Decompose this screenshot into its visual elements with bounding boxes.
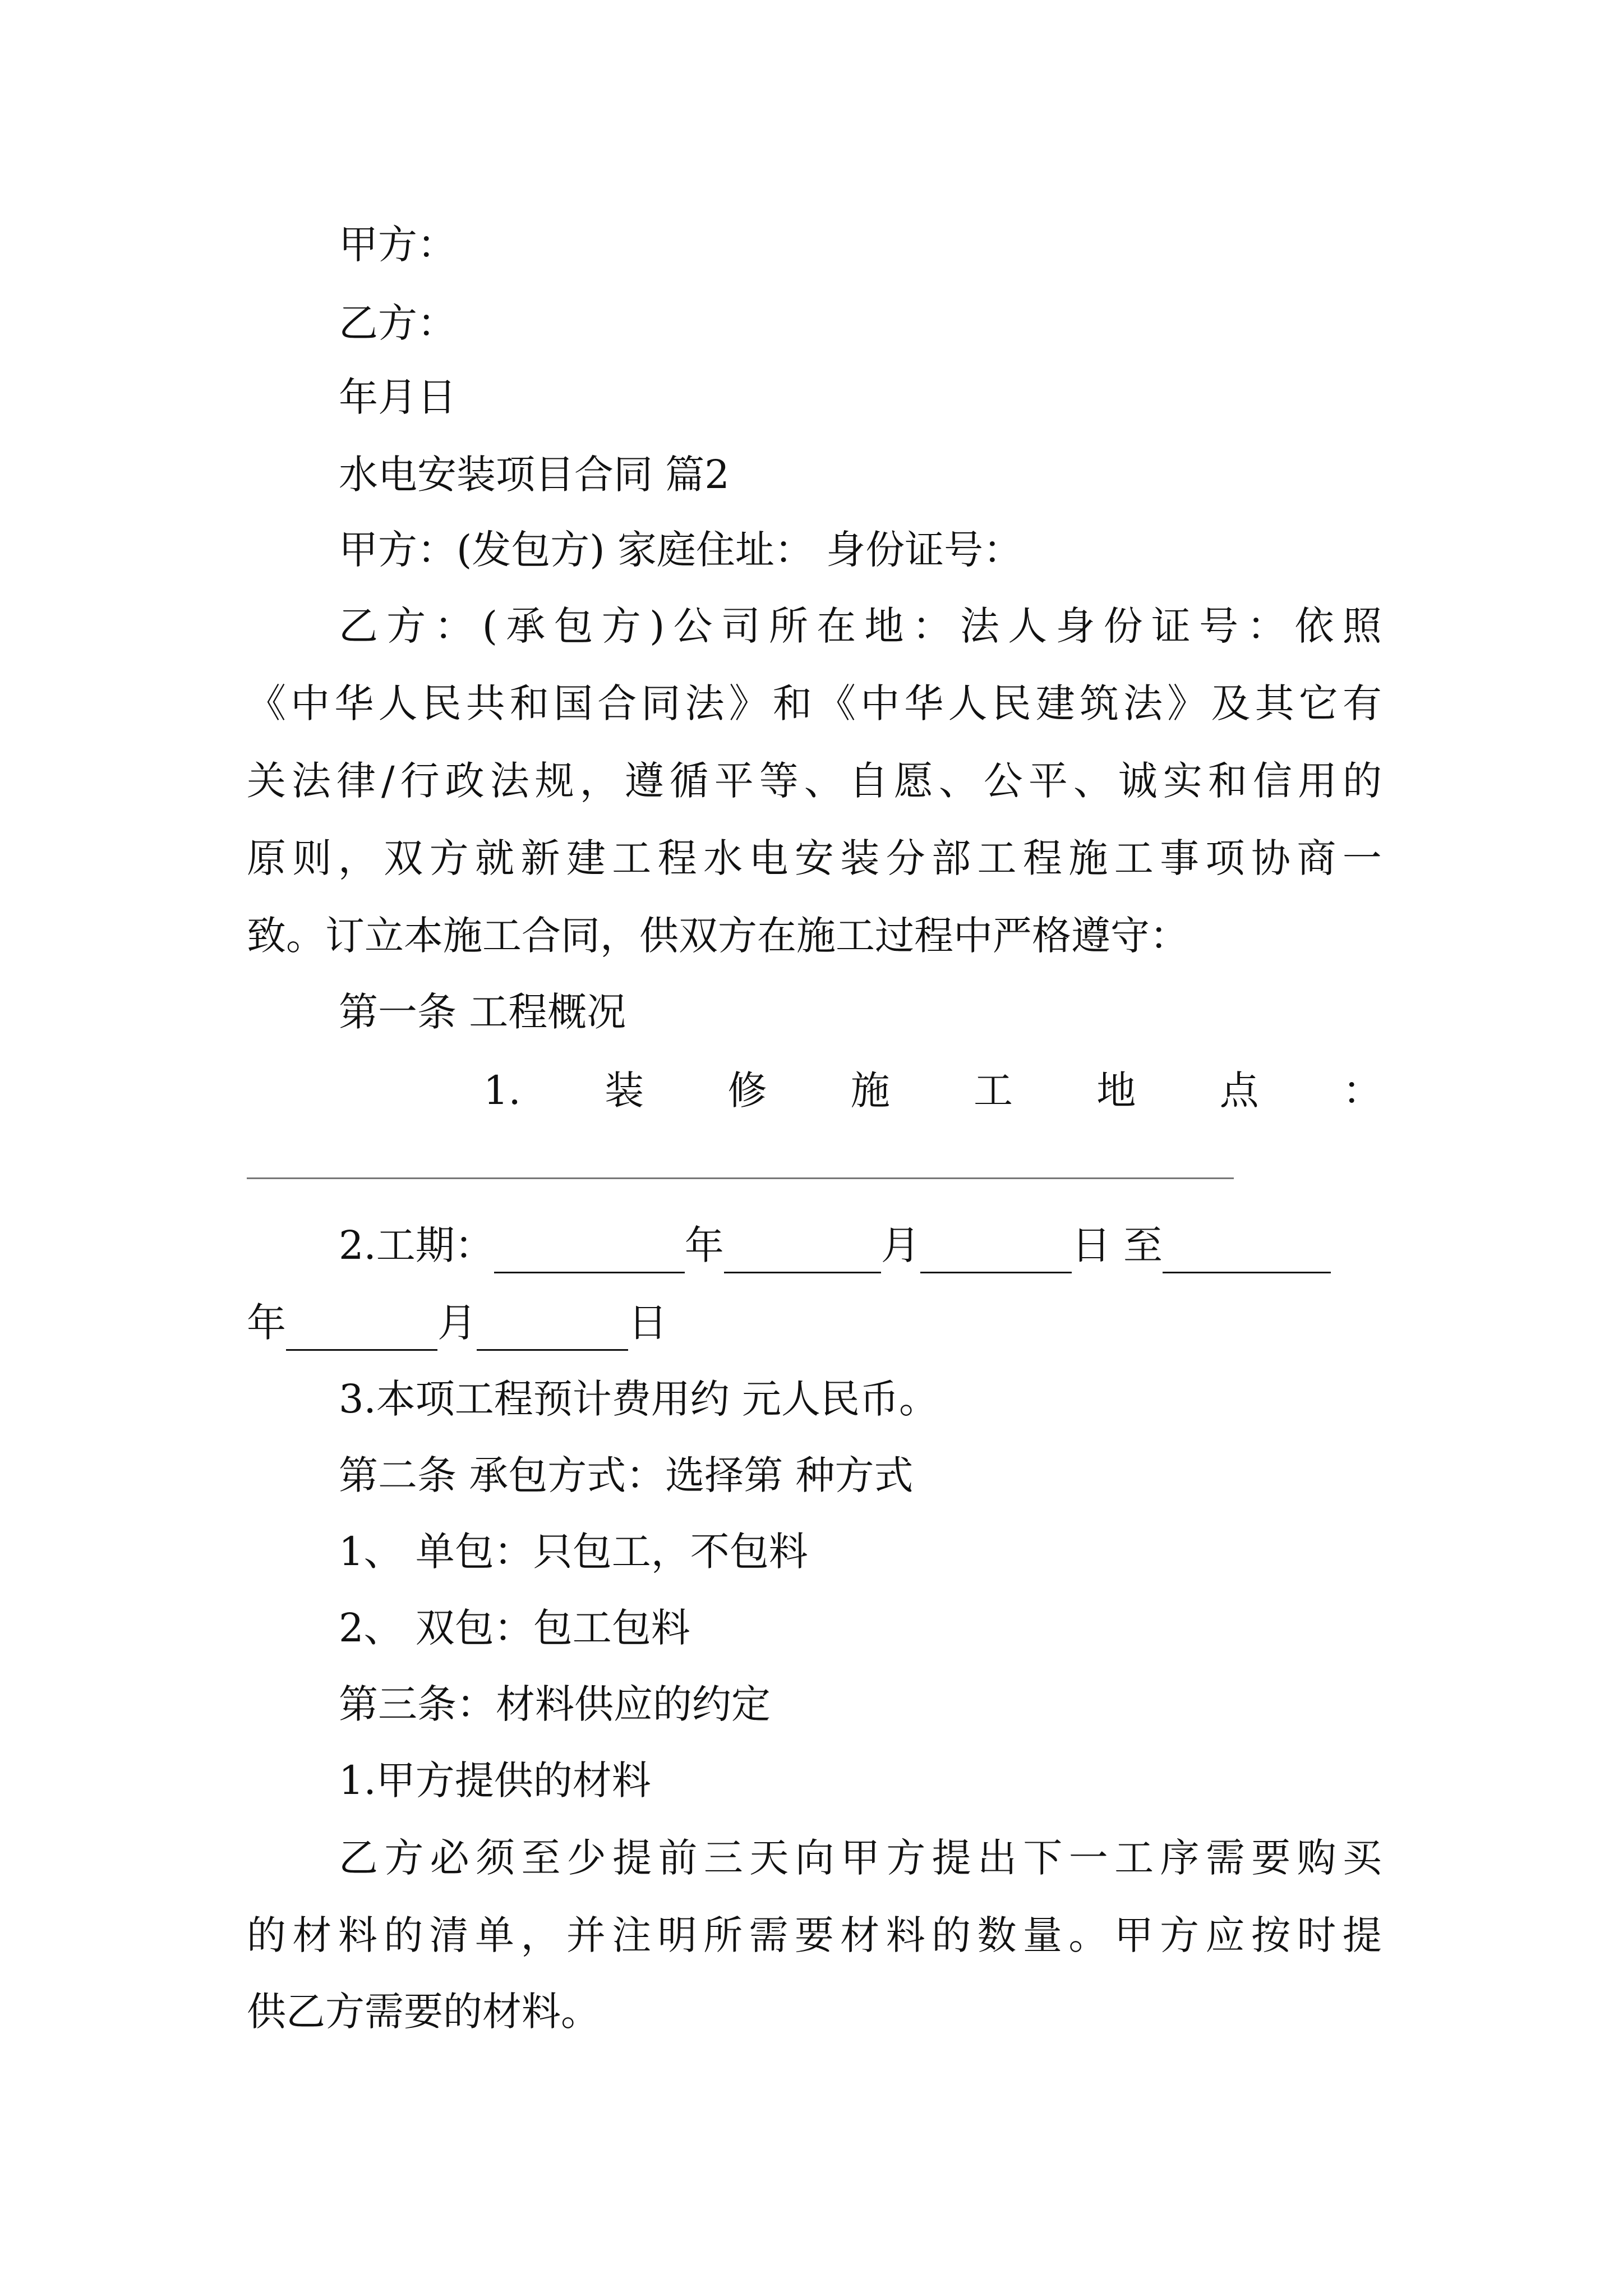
text-char: 方: [429, 835, 469, 881]
text-char: 工: [977, 835, 1017, 881]
text-char: 民: [992, 680, 1031, 726]
text-char: 清: [429, 1912, 469, 1958]
text-char: 公: [983, 758, 1023, 804]
text-char: 乙: [339, 1835, 378, 1881]
contract-title: 水电安装项目合同 篇2: [339, 452, 730, 498]
text-char: 程: [1022, 835, 1062, 881]
text-char: 施: [1068, 835, 1108, 881]
text-char: 并: [566, 1912, 606, 1958]
day-to-label: 日 至: [1071, 1222, 1163, 1268]
text-char: 愿: [893, 758, 933, 804]
text-char: 一: [1068, 1835, 1108, 1881]
text-char: 事: [1160, 835, 1200, 881]
text-char: 前: [658, 1835, 698, 1881]
text-char: 三: [703, 1835, 743, 1881]
text-char: 筑: [1079, 680, 1119, 726]
text-char: 安: [794, 835, 834, 881]
text-char: 需: [1205, 1835, 1245, 1881]
construction-period-line: [339, 1217, 1331, 1273]
text-char: 工: [1114, 835, 1154, 881]
blank-field: [724, 1231, 881, 1273]
text-char: 方: [384, 1835, 424, 1881]
text-char: 应: [1205, 1912, 1245, 1958]
text-char: 法: [490, 758, 529, 804]
text-char: 地: [864, 603, 904, 649]
option-2: 2、 双包：包工包料: [339, 1605, 690, 1651]
text-char: 司: [721, 603, 760, 649]
text-char: 等: [759, 758, 799, 804]
text-char: 提: [1342, 1912, 1382, 1958]
text-char: 律: [336, 758, 376, 804]
text-char: 政: [445, 758, 485, 804]
text-char: 明: [657, 1912, 697, 1958]
text-char: 照: [1342, 603, 1382, 649]
text-char: 国: [554, 680, 593, 726]
estimated-cost-line: 3.本项工程预计费用约 元人民币。: [339, 1376, 939, 1422]
spread-char: 修: [727, 1068, 767, 1114]
text-char: 循: [669, 758, 709, 804]
text-char: 要: [794, 1912, 834, 1958]
text-char: 水: [703, 835, 743, 881]
paragraph-line: [339, 1830, 1382, 1886]
paragraph-line: 致。订立本施工合同，供双方在施工过程中严格遵守：: [247, 913, 1189, 959]
option-1: 1、 单包：只包工，不包料: [339, 1529, 808, 1575]
text-char: 方: [601, 603, 641, 649]
text-char: ，: [338, 835, 377, 881]
text-char: 单: [475, 1912, 515, 1958]
text-char: 依: [1294, 603, 1334, 649]
text-char: 所: [768, 603, 808, 649]
text-char: 。: [1068, 1912, 1108, 1958]
text-char: 《: [817, 680, 856, 726]
text-char: 承: [506, 603, 546, 649]
spread-char: 装: [605, 1068, 644, 1114]
text-char: 双: [384, 835, 423, 881]
text-char: 自: [849, 758, 888, 804]
text-char: 诚: [1118, 758, 1158, 804]
year-label: 年: [247, 1300, 286, 1346]
text-char: 平: [1028, 758, 1068, 804]
article-2-heading: 第二条 承包方式：选择第 种方式: [339, 1452, 914, 1498]
text-char: 》: [728, 680, 768, 726]
article-1-heading: 第一条 工程概况: [339, 989, 626, 1035]
text-char: 合: [597, 680, 637, 726]
text-char: 信: [1252, 758, 1292, 804]
construction-period-end-line: [247, 1295, 667, 1351]
text-char: 同: [641, 680, 681, 726]
text-char: 原: [247, 835, 286, 881]
text-char: 提: [932, 1835, 971, 1881]
text-char: 须: [476, 1835, 515, 1881]
text-char: 序: [1160, 1835, 1200, 1881]
text-char: 的: [384, 1912, 423, 1958]
date-line: 年月日: [339, 374, 457, 420]
text-char: 人: [1008, 603, 1048, 649]
text-char: 购: [1297, 1835, 1336, 1881]
text-char: 有: [1342, 680, 1382, 726]
text-char: 中: [291, 680, 330, 726]
text-char: 方: [1160, 1912, 1200, 1958]
text-char: 一: [1342, 835, 1382, 881]
text-char: ：: [1247, 603, 1287, 649]
blank-field: [477, 1309, 628, 1351]
text-char: 材: [292, 1912, 332, 1958]
year-label: 年: [684, 1222, 724, 1268]
spread-char: ：: [1342, 1068, 1382, 1114]
text-char: 出: [978, 1835, 1017, 1881]
text-char: 需: [749, 1912, 789, 1958]
text-char: ，: [579, 758, 619, 804]
text-char: 项: [1205, 835, 1245, 881]
text-char: 份: [1103, 603, 1143, 649]
article-3-heading: 第三条：材料供应的约定: [339, 1681, 771, 1727]
text-char: 人: [378, 680, 418, 726]
text-char: 数: [977, 1912, 1017, 1958]
text-char: 少: [566, 1835, 606, 1881]
text-char: 关: [247, 758, 286, 804]
party-b-label: 乙方：: [339, 300, 457, 346]
text-char: 法: [292, 758, 331, 804]
spread-char: 地: [1096, 1068, 1136, 1114]
text-char: 提: [612, 1835, 652, 1881]
text-char: 的: [1342, 758, 1382, 804]
text-char: 电: [749, 835, 789, 881]
text-char: 分: [886, 835, 925, 881]
text-char: 工: [612, 835, 652, 881]
text-char: 、: [938, 758, 978, 804]
text-char: 工: [1114, 1835, 1154, 1881]
text-char: 买: [1342, 1835, 1382, 1881]
text-char: 及: [1211, 680, 1251, 726]
paragraph-line: [247, 675, 1382, 731]
text-char: 建: [566, 835, 606, 881]
text-char: 、: [1073, 758, 1113, 804]
text-char: 部: [932, 835, 971, 881]
text-char: 平: [714, 758, 754, 804]
paragraph-line: [247, 753, 1382, 809]
text-char: ): [649, 603, 665, 649]
materials-subheading: 1.甲方提供的材料: [339, 1757, 651, 1803]
text-char: 证: [1151, 603, 1191, 649]
text-char: 的: [247, 1912, 286, 1958]
text-char: 和: [1207, 758, 1247, 804]
text-char: 法: [960, 603, 999, 649]
paragraph-line: [247, 830, 1382, 886]
text-char: 包: [554, 603, 593, 649]
spread-char: 工: [974, 1068, 1013, 1114]
paragraph-line: [247, 1907, 1382, 1963]
text-char: (: [482, 603, 498, 649]
text-char: 公: [673, 603, 713, 649]
text-char: 协: [1251, 835, 1290, 881]
text-char: 乙: [339, 603, 378, 649]
text-char: 至: [521, 1835, 561, 1881]
text-char: 方: [386, 603, 426, 649]
text-char: 甲: [840, 1835, 880, 1881]
text-char: 下: [1023, 1835, 1063, 1881]
party-b-info: [339, 598, 1382, 654]
text-char: 》: [1167, 680, 1207, 726]
party-a-info: 甲方：(发包方) 家庭住址： 身份证号：: [339, 527, 1023, 573]
spread-char: 点: [1219, 1068, 1259, 1114]
text-char: 其: [1255, 680, 1294, 726]
text-char: 注: [612, 1912, 652, 1958]
blank-field: [494, 1231, 685, 1273]
text-char: 规: [534, 758, 574, 804]
text-char: 材: [840, 1912, 880, 1958]
text-char: 则: [292, 835, 332, 881]
text-char: 它: [1298, 680, 1338, 726]
text-char: 法: [685, 680, 725, 726]
text-char: 按: [1251, 1912, 1290, 1958]
text-char: 华: [334, 680, 374, 726]
text-char: /: [381, 758, 395, 804]
text-char: 时: [1297, 1912, 1336, 1958]
text-char: 建: [1035, 680, 1075, 726]
text-char: 遵: [624, 758, 664, 804]
text-char: 法: [1123, 680, 1163, 726]
day-label: 日: [628, 1300, 667, 1346]
month-label: 月: [437, 1300, 477, 1346]
text-char: 共: [465, 680, 505, 726]
text-char: ：: [434, 603, 474, 649]
text-char: 号: [1199, 603, 1239, 649]
party-a-label: 甲方：: [339, 222, 457, 268]
text-char: 、: [804, 758, 843, 804]
text-char: 甲: [1114, 1912, 1154, 1958]
text-char: 身: [1055, 603, 1095, 649]
text-char: 实: [1163, 758, 1202, 804]
text-char: 装: [840, 835, 880, 881]
text-char: 在: [817, 603, 856, 649]
text-char: 料: [338, 1912, 377, 1958]
period-label: 2.工期：: [339, 1222, 494, 1268]
text-char: 方: [886, 1835, 926, 1881]
text-char: 要: [1251, 1835, 1291, 1881]
text-char: 料: [886, 1912, 925, 1958]
text-char: 《: [247, 680, 286, 726]
text-char: 人: [948, 680, 988, 726]
paragraph-line: 供乙方需要的材料。: [247, 1989, 600, 2035]
text-char: 和: [509, 680, 549, 726]
text-char: ：: [912, 603, 952, 649]
text-char: 向: [795, 1835, 834, 1881]
blank-field: [286, 1309, 437, 1351]
spread-char: 施: [850, 1068, 890, 1114]
text-char: 所: [703, 1912, 743, 1958]
site-underline: [247, 1177, 1234, 1179]
text-char: 必: [430, 1835, 469, 1881]
text-char: 行: [400, 758, 440, 804]
month-label: 月: [880, 1222, 920, 1268]
blank-field: [1163, 1231, 1331, 1273]
text-char: 民: [422, 680, 462, 726]
text-char: 中: [860, 680, 900, 726]
text-char: 程: [657, 835, 697, 881]
text-char: 量: [1022, 1912, 1062, 1958]
text-char: 的: [932, 1912, 971, 1958]
text-char: 和: [772, 680, 812, 726]
text-char: 新: [520, 835, 560, 881]
blank-field: [920, 1231, 1072, 1273]
text-char: 商: [1297, 835, 1336, 881]
text-char: 就: [475, 835, 515, 881]
text-char: 用: [1297, 758, 1337, 804]
text-char: ，: [520, 1912, 560, 1958]
construction-site-line: [483, 1062, 1382, 1119]
text-char: 华: [904, 680, 944, 726]
spread-char: 1.: [483, 1068, 521, 1114]
text-char: 天: [749, 1835, 789, 1881]
